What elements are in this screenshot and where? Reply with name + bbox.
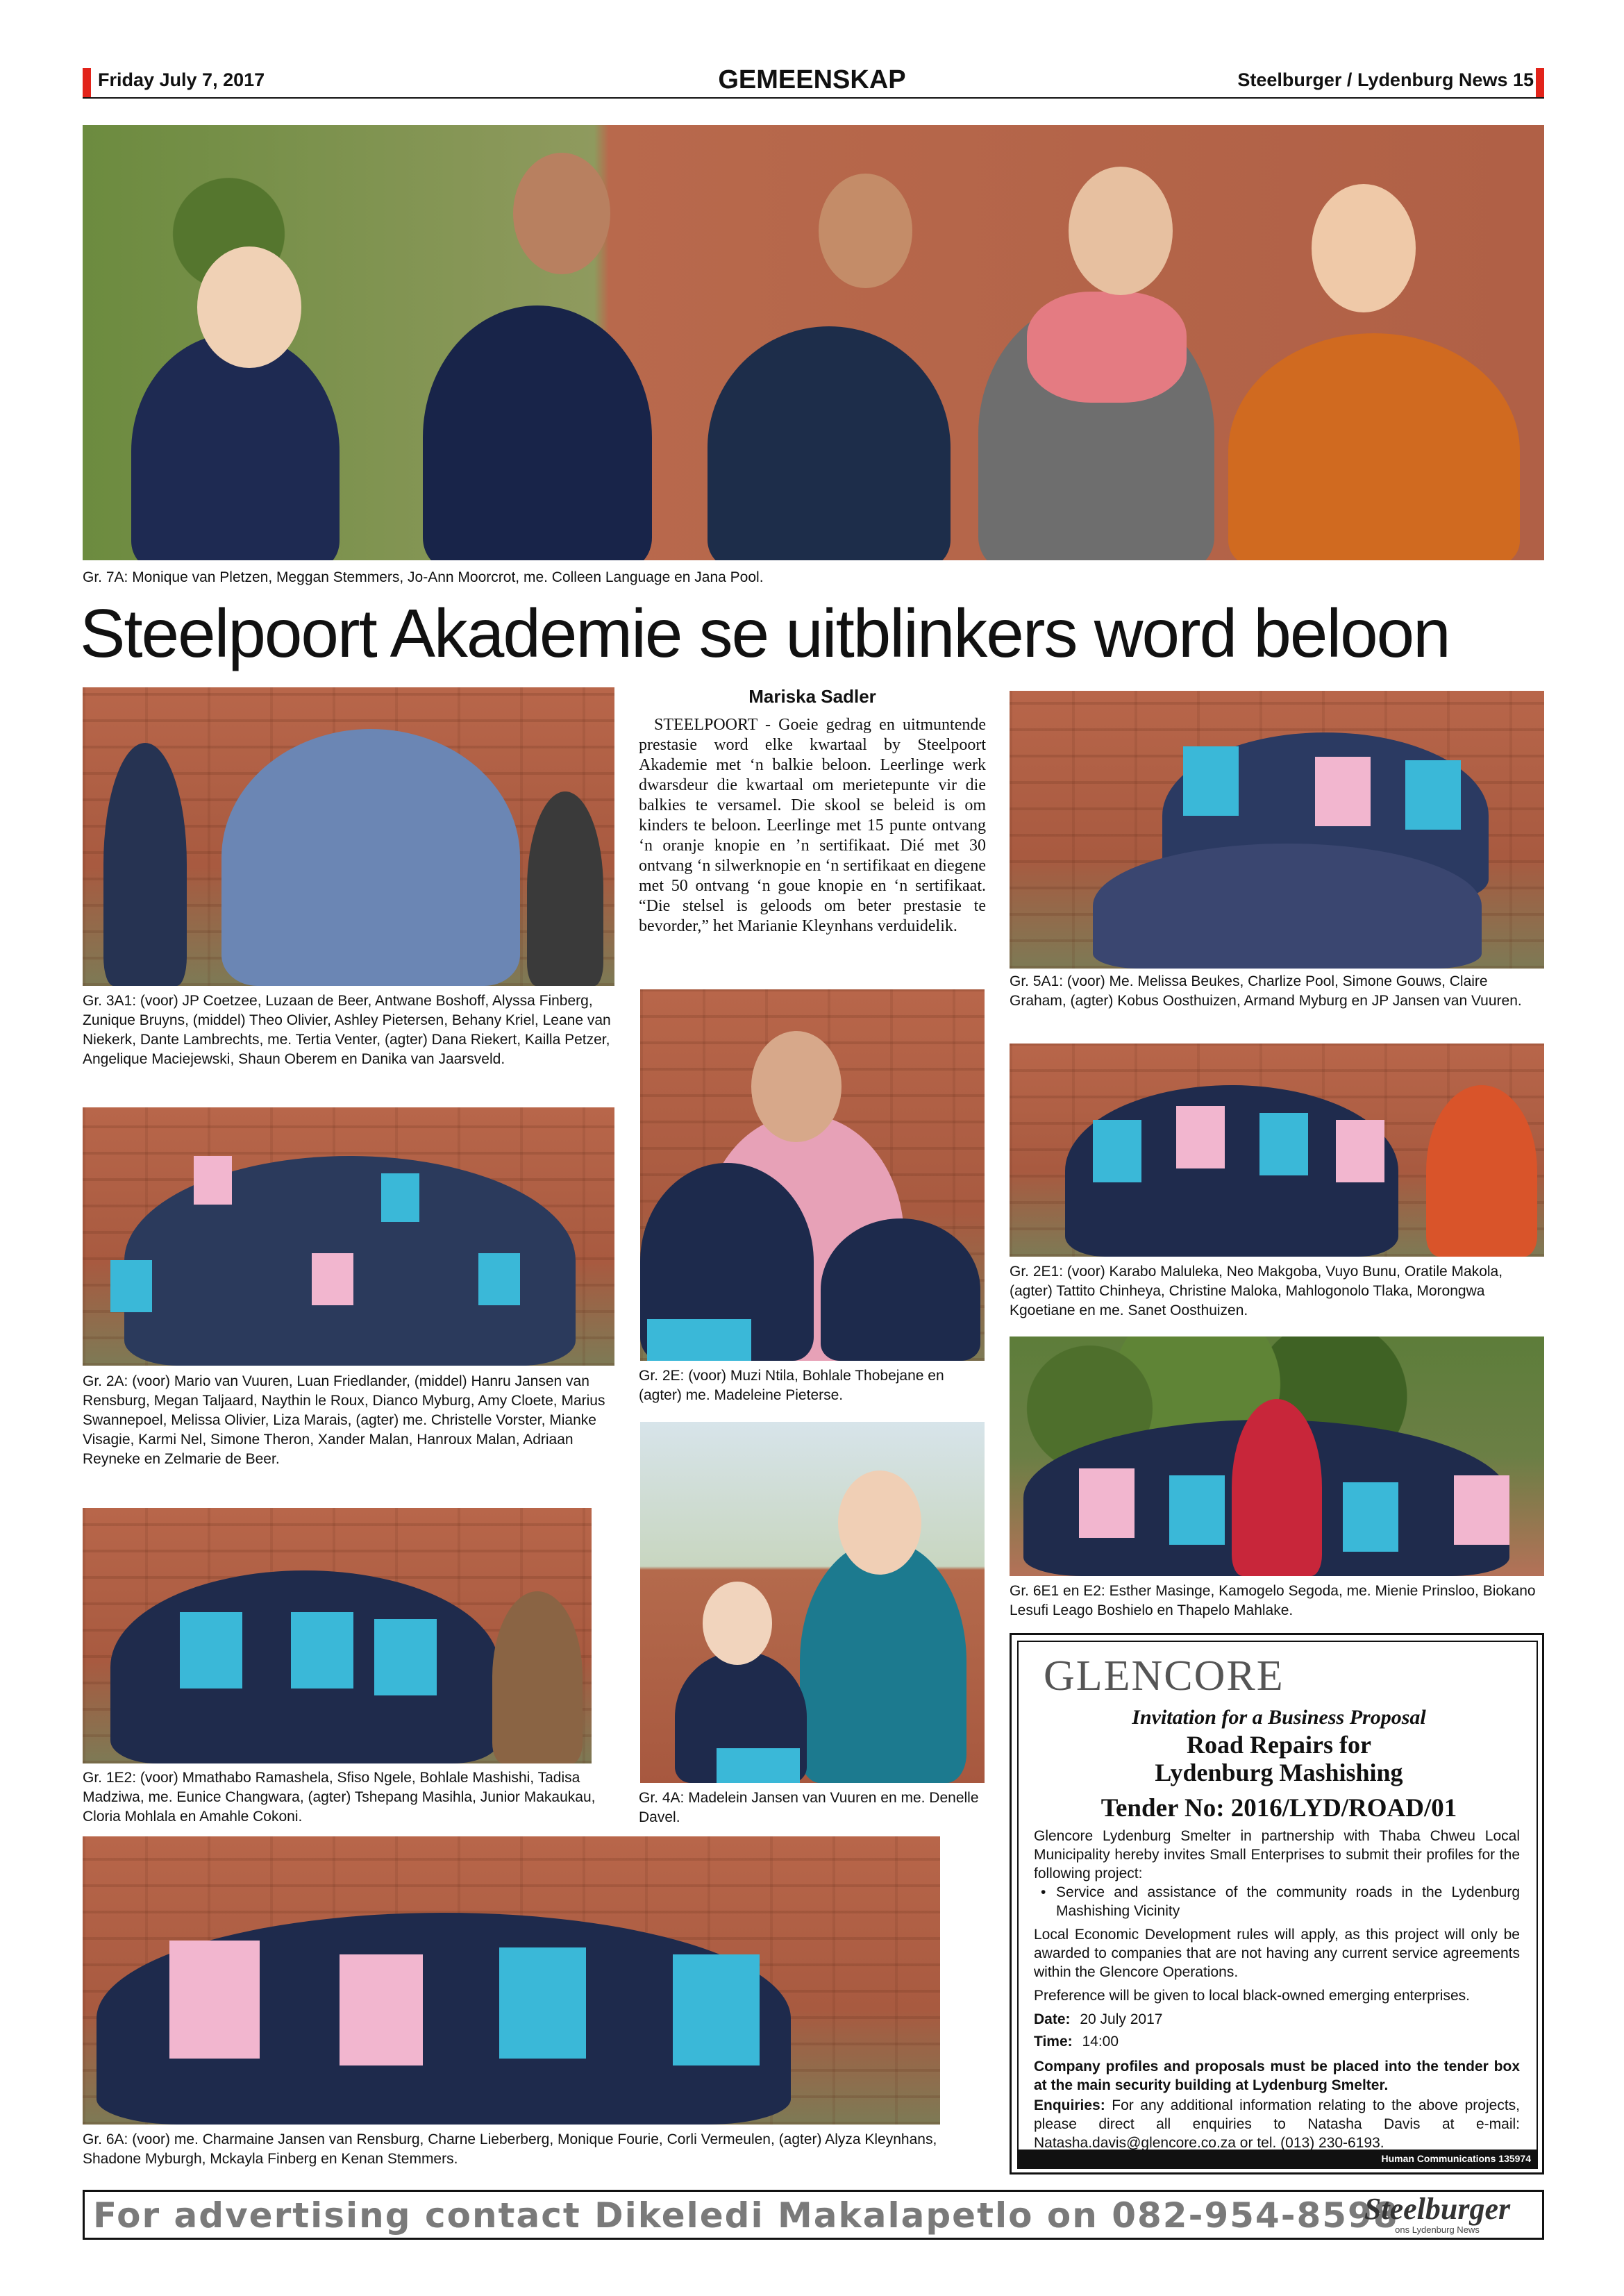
person xyxy=(1232,1399,1322,1576)
person-head xyxy=(819,174,912,288)
ad-date-value: 20 July 2017 xyxy=(1080,2011,1163,2027)
person-head xyxy=(1069,167,1173,295)
article-byline: Mariska Sadler xyxy=(748,686,876,707)
caption-gr2e1: Gr. 2E1: (voor) Karabo Maluleka, Neo Makgoba, Vuyo Bunu, Oratile Makola, (agter) Tattito Chinheya, Christine Maloka, Mahlogonolo Tlaka, Morongwa Kgoetiane en me. Sanet Oosthuizen. xyxy=(1010,1264,1503,1318)
ad-date-label: Date: xyxy=(1034,2011,1071,2027)
person xyxy=(131,333,340,560)
ad-enquiries xyxy=(1034,2096,1520,2152)
glencore-logo: GLENCORE xyxy=(1044,1652,1284,1700)
photo-gr3a1 xyxy=(83,687,614,986)
certificate xyxy=(194,1156,232,1205)
person-head xyxy=(197,246,301,368)
caption-gr2e: Gr. 2E: (voor) Muzi Ntila, Bohlale Thobejane en (agter) me. Madeleine Pieterse. xyxy=(639,1368,944,1403)
certificate xyxy=(180,1612,242,1689)
header-paper-page: Steelburger / Lydenburg News 15 xyxy=(1237,69,1534,90)
caption-gr2a: Gr. 2A: (voor) Mario van Vuuren, Luan Friedlander, (middel) Hanru Jansen van Rensburg, Megan Taljaard, Naythin le Roux, Dianco Myburg, Amy Cloete, Marius Swannepoel, Melissa Olivier, Liza Marais, (agter) me. Christelle Vorster, Mianke Visagie, Karmi Nel, Simone Theron, Xander Malan, Hanroux Malan, Adriaan Reyneke en Zelmarie de Beer. xyxy=(83,1373,605,1467)
caption-gr7a: Gr. 7A: Monique van Pletzen, Meggan Stemmers, Jo-Ann Moorcrot, me. Colleen Language en Jana Pool. xyxy=(83,569,764,585)
article-body: STEELPOORT - Goeie gedrag en uitmuntende prestasie word elke kwartaal by Steelpoort Akademie met ‘n balkie beloon. Leerlinge werk dwarsdeur die kwartaal om merietepunte vir die balkies te versamel. Die skool se beleid is om kinders te beloon. Leerlinge met 15 punte ontvang ‘n oranje knopie en ’n sertifikaat. Dié met 30 ontvang ‘n silwerknopie en ‘n sertifikaat en diegene met 50 ontvang ‘n goue knopie en ‘n sertifikaat. “Die stelsel is geloods om beter prestasie te bevorder,” het Marianie Kleynhans verduidelik. xyxy=(639,716,986,935)
ad-time-label: Time: xyxy=(1034,2034,1073,2050)
caption-gr5a1: Gr. 5A1: (voor) Me. Melissa Beukes, Charlize Pool, Simone Gouws, Claire Graham, (agter) Kobus Oosthuizen, Armand Myburg en JP Jansen van Vuuren. xyxy=(1010,973,1522,1009)
ad-tender: Tender No: 2016/LYD/ROAD/01 xyxy=(1100,1794,1457,1822)
ad-bullet-dot: • xyxy=(1041,1884,1046,1900)
person xyxy=(821,1218,980,1361)
header-rule xyxy=(83,97,1544,99)
caption-gr3a1: Gr. 3A1: (voor) JP Coetzee, Luzaan de Beer, Antwane Boshoff, Alyssa Finberg, Zunique Bruyns, (middel) Theo Olivier, Ashley Pietersen, Behany Kriel, Leane van Niekerk, Dante Lambrechts, me. Tertia Venter, (agter) Dana Riekert, Kailla Petzer, Angelique Maciejewski, Shaun Oberem en Danika van Jaarsveld. xyxy=(83,993,611,1067)
certificate xyxy=(1183,746,1239,816)
caption-gr6e1: Gr. 6E1 en E2: Esther Masinge, Kamogelo Segoda, me. Mienie Prinsloo, Biokano Lesufi Leago Boshielo en Thapelo Mahlake. xyxy=(1010,1583,1536,1618)
certificate xyxy=(312,1253,353,1305)
certificate xyxy=(340,1954,423,2065)
header-section: GEMEENSKAP xyxy=(718,65,906,94)
person xyxy=(800,1540,966,1783)
certificate xyxy=(478,1253,520,1305)
photo-gr4a xyxy=(640,1422,985,1783)
person-head xyxy=(513,153,610,274)
ad-invitation: Invitation for a Business Proposal xyxy=(1132,1706,1426,1729)
photo-gr7a xyxy=(83,125,1544,560)
photo-gr5a1 xyxy=(1010,691,1544,969)
certificate xyxy=(1259,1113,1308,1175)
photo-gr2e xyxy=(640,989,985,1361)
certificate xyxy=(1079,1468,1135,1538)
ad-project-title: Road Repairs for Lydenburg Mashishing xyxy=(1155,1731,1403,1786)
person-head xyxy=(703,1582,772,1665)
ad-bullet: Service and assistance of the community roads in the Lydenburg Mashishing Vicinity xyxy=(1056,1884,1520,1919)
scarf xyxy=(1027,292,1187,403)
certificate xyxy=(169,1941,260,2059)
header-date: Friday July 7, 2017 xyxy=(98,69,265,90)
footer-logo: Steelburger xyxy=(1364,2192,1511,2226)
person-head xyxy=(838,1470,921,1575)
certificate xyxy=(1176,1106,1225,1168)
certificate xyxy=(1454,1475,1509,1545)
ad-rules: Local Economic Development rules will apply, as this project will only be awarded to companies that are not having any current service agreements within the Glencore Operations. xyxy=(1034,1927,1520,1980)
certificate xyxy=(647,1319,751,1361)
ad-submission: Company profiles and proposals must be placed into the tender box at the main security building at Lydenburg Smelter. xyxy=(1034,2059,1520,2093)
certificate xyxy=(1093,1120,1141,1182)
person xyxy=(1093,844,1482,969)
certificate xyxy=(110,1260,152,1312)
certificate xyxy=(1405,760,1461,830)
photo-gr1e2 xyxy=(83,1508,592,1763)
person xyxy=(423,305,652,560)
footer-logo-sub: ons Lydenburg News xyxy=(1395,2224,1480,2235)
caption-gr4a: Gr. 4A: Madelein Jansen van Vuuren en me. Denelle Davel. xyxy=(639,1790,979,1825)
ad-time-value: 14:00 xyxy=(1082,2034,1119,2050)
certificate xyxy=(374,1619,437,1695)
photo-gr2e1 xyxy=(1010,1044,1544,1257)
person xyxy=(492,1591,583,1763)
ad-enquiries-text: For any additional information relating to the above projects, please direct all enquiries to Natasha Davis at e-mail: Natasha.davis@glencore.co.za or tel. (013) 230-6193. xyxy=(1034,2097,1520,2151)
person xyxy=(708,326,951,560)
certificate xyxy=(1315,757,1371,826)
caption-gr1e2: Gr. 1E2: (voor) Mmathabo Ramashela, Sfiso Ngele, Bohlale Mashishi, Tadisa Madziwa, me. Eunice Changwara, (agter) Tshepang Masihla, Junior Makaukau, Cloria Mohlala en Amahle Cokoni. xyxy=(83,1770,596,1825)
certificate xyxy=(381,1173,419,1222)
ad-preference: Preference will be given to local black-owned emerging enterprises. xyxy=(1034,1988,1470,2004)
headline: Steelpoort Akademie se uitblinkers word beloon xyxy=(80,595,1450,671)
certificate xyxy=(717,1748,800,1783)
certificate xyxy=(1336,1120,1384,1182)
footer-advertising: For advertising contact Dikeledi Makalapetlo on 082-954-8598 xyxy=(93,2195,1399,2236)
person xyxy=(527,791,603,986)
photo-gr6e1 xyxy=(1010,1336,1544,1576)
person-head xyxy=(751,1031,842,1142)
person xyxy=(221,729,520,986)
photo-gr6a xyxy=(83,1836,940,2125)
ad-date xyxy=(1034,2010,1520,2029)
glencore-ad xyxy=(1010,1633,1544,2175)
ad-intro: Glencore Lydenburg Smelter in partnership with Thaba Chweu Local Municipality hereby invites Small Enterprises to submit their profiles for the following project: xyxy=(1034,1828,1520,1882)
person-head xyxy=(1312,184,1416,312)
certificate xyxy=(499,1947,586,2059)
person xyxy=(1228,333,1520,560)
caption-gr6a: Gr. 6A: (voor) me. Charmaine Jansen van Rensburg, Charne Lieberberg, Monique Fourie, Corli Vermeulen, (agter) Alyza Kleynhans, Shadone Myburgh, Mckayla Finberg en Kenan Stemmers. xyxy=(83,2131,937,2167)
certificate xyxy=(1343,1482,1398,1552)
person xyxy=(1426,1085,1537,1257)
ad-agency: Human Communications 135974 xyxy=(1381,2153,1531,2164)
photo-gr2a xyxy=(83,1107,614,1366)
certificate xyxy=(291,1612,353,1689)
header-right-bar xyxy=(1536,68,1544,97)
ad-time xyxy=(1034,2032,1520,2051)
certificate xyxy=(673,1954,760,2065)
certificate xyxy=(1169,1475,1225,1545)
person xyxy=(103,743,187,986)
ad-enquiries-label: Enquiries: xyxy=(1034,2097,1105,2113)
